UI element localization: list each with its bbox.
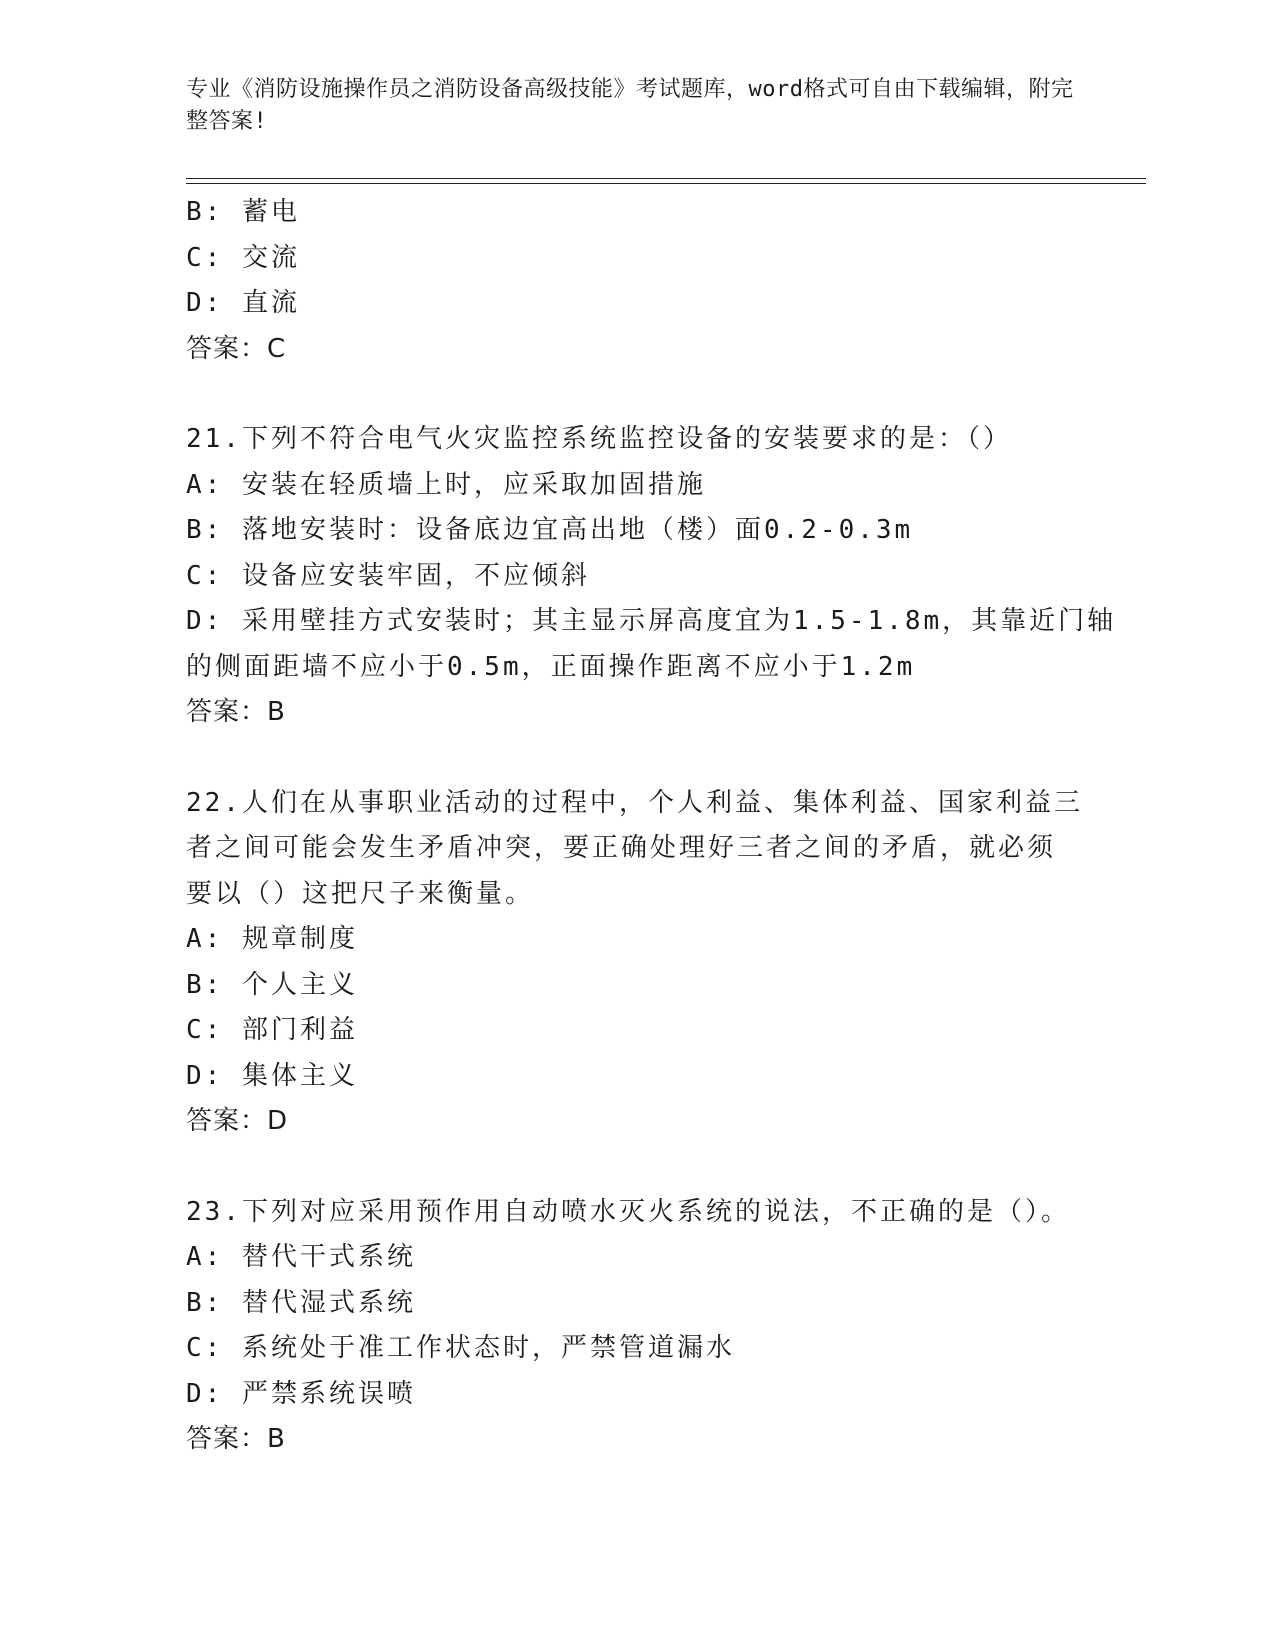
header-divider-top xyxy=(186,178,1146,179)
option-a: A: 替代干式系统 xyxy=(186,1242,416,1272)
answer-line: 答案：C xyxy=(186,333,287,364)
question-stem-continued: 者之间可能会发生矛盾冲突，要正确处理好三者之间的矛盾，就必须 xyxy=(186,833,1057,863)
answer-line: 答案：B xyxy=(186,1424,286,1454)
option-c: C: 设备应安装牢固，不应倾斜 xyxy=(186,560,590,591)
option-d: D: 集体主义 xyxy=(186,1060,358,1091)
document-body xyxy=(186,190,1117,1463)
question-20-continuation xyxy=(186,190,1086,372)
document-header: 专业《消防设施操作员之消防设备高级技能》考试题库，word格式可自由下载编辑，附完整答案! xyxy=(186,77,1074,134)
option-d: D: 采用壁挂方式安装时；其主显示屏高度宜为1.5-1.8m，其靠近门轴 xyxy=(186,606,1117,636)
question-stem-continued: 要以（）这把尺子来衡量。 xyxy=(186,878,535,909)
answer-line: 答案：D xyxy=(186,1106,289,1136)
question-stem: 22.人们在从事职业活动的过程中，个人利益、集体利益、国家利益三 xyxy=(186,787,1083,818)
question-stem: 21.下列不符合电气火灾监控系统监控设备的安装要求的是：（） xyxy=(186,424,1012,454)
question-stem: 23.下列对应采用预作用自动喷水灭火系统的说法，不正确的是（）。 xyxy=(186,1196,1070,1227)
option-c: C: 交流 xyxy=(186,242,300,273)
question-22 xyxy=(186,781,1086,1145)
question-21 xyxy=(186,417,1117,736)
option-d-continued: 的侧面距墙不应小于0.5m，正面操作距离不应小于1.2m xyxy=(186,651,916,682)
header-divider-bottom xyxy=(186,183,1146,184)
option-b: B: 个人主义 xyxy=(186,969,358,1000)
option-d: D: 严禁系统误喷 xyxy=(186,1378,416,1409)
option-c: C: 部门利益 xyxy=(186,1015,358,1045)
option-b: B: 替代湿式系统 xyxy=(186,1287,416,1318)
option-d: D: 直流 xyxy=(186,288,300,318)
option-b: B: 蓄电 xyxy=(186,197,300,227)
option-a: A: 安装在轻质墙上时，应采取加固措施 xyxy=(186,469,706,500)
answer-line: 答案：B xyxy=(186,697,286,727)
option-b: B: 落地安装时：设备底边宜高出地（楼）面0.2-0.3m xyxy=(186,515,914,545)
question-23 xyxy=(186,1190,1086,1463)
option-a: A: 规章制度 xyxy=(186,924,358,954)
option-c: C: 系统处于准工作状态时，严禁管道漏水 xyxy=(186,1333,735,1363)
